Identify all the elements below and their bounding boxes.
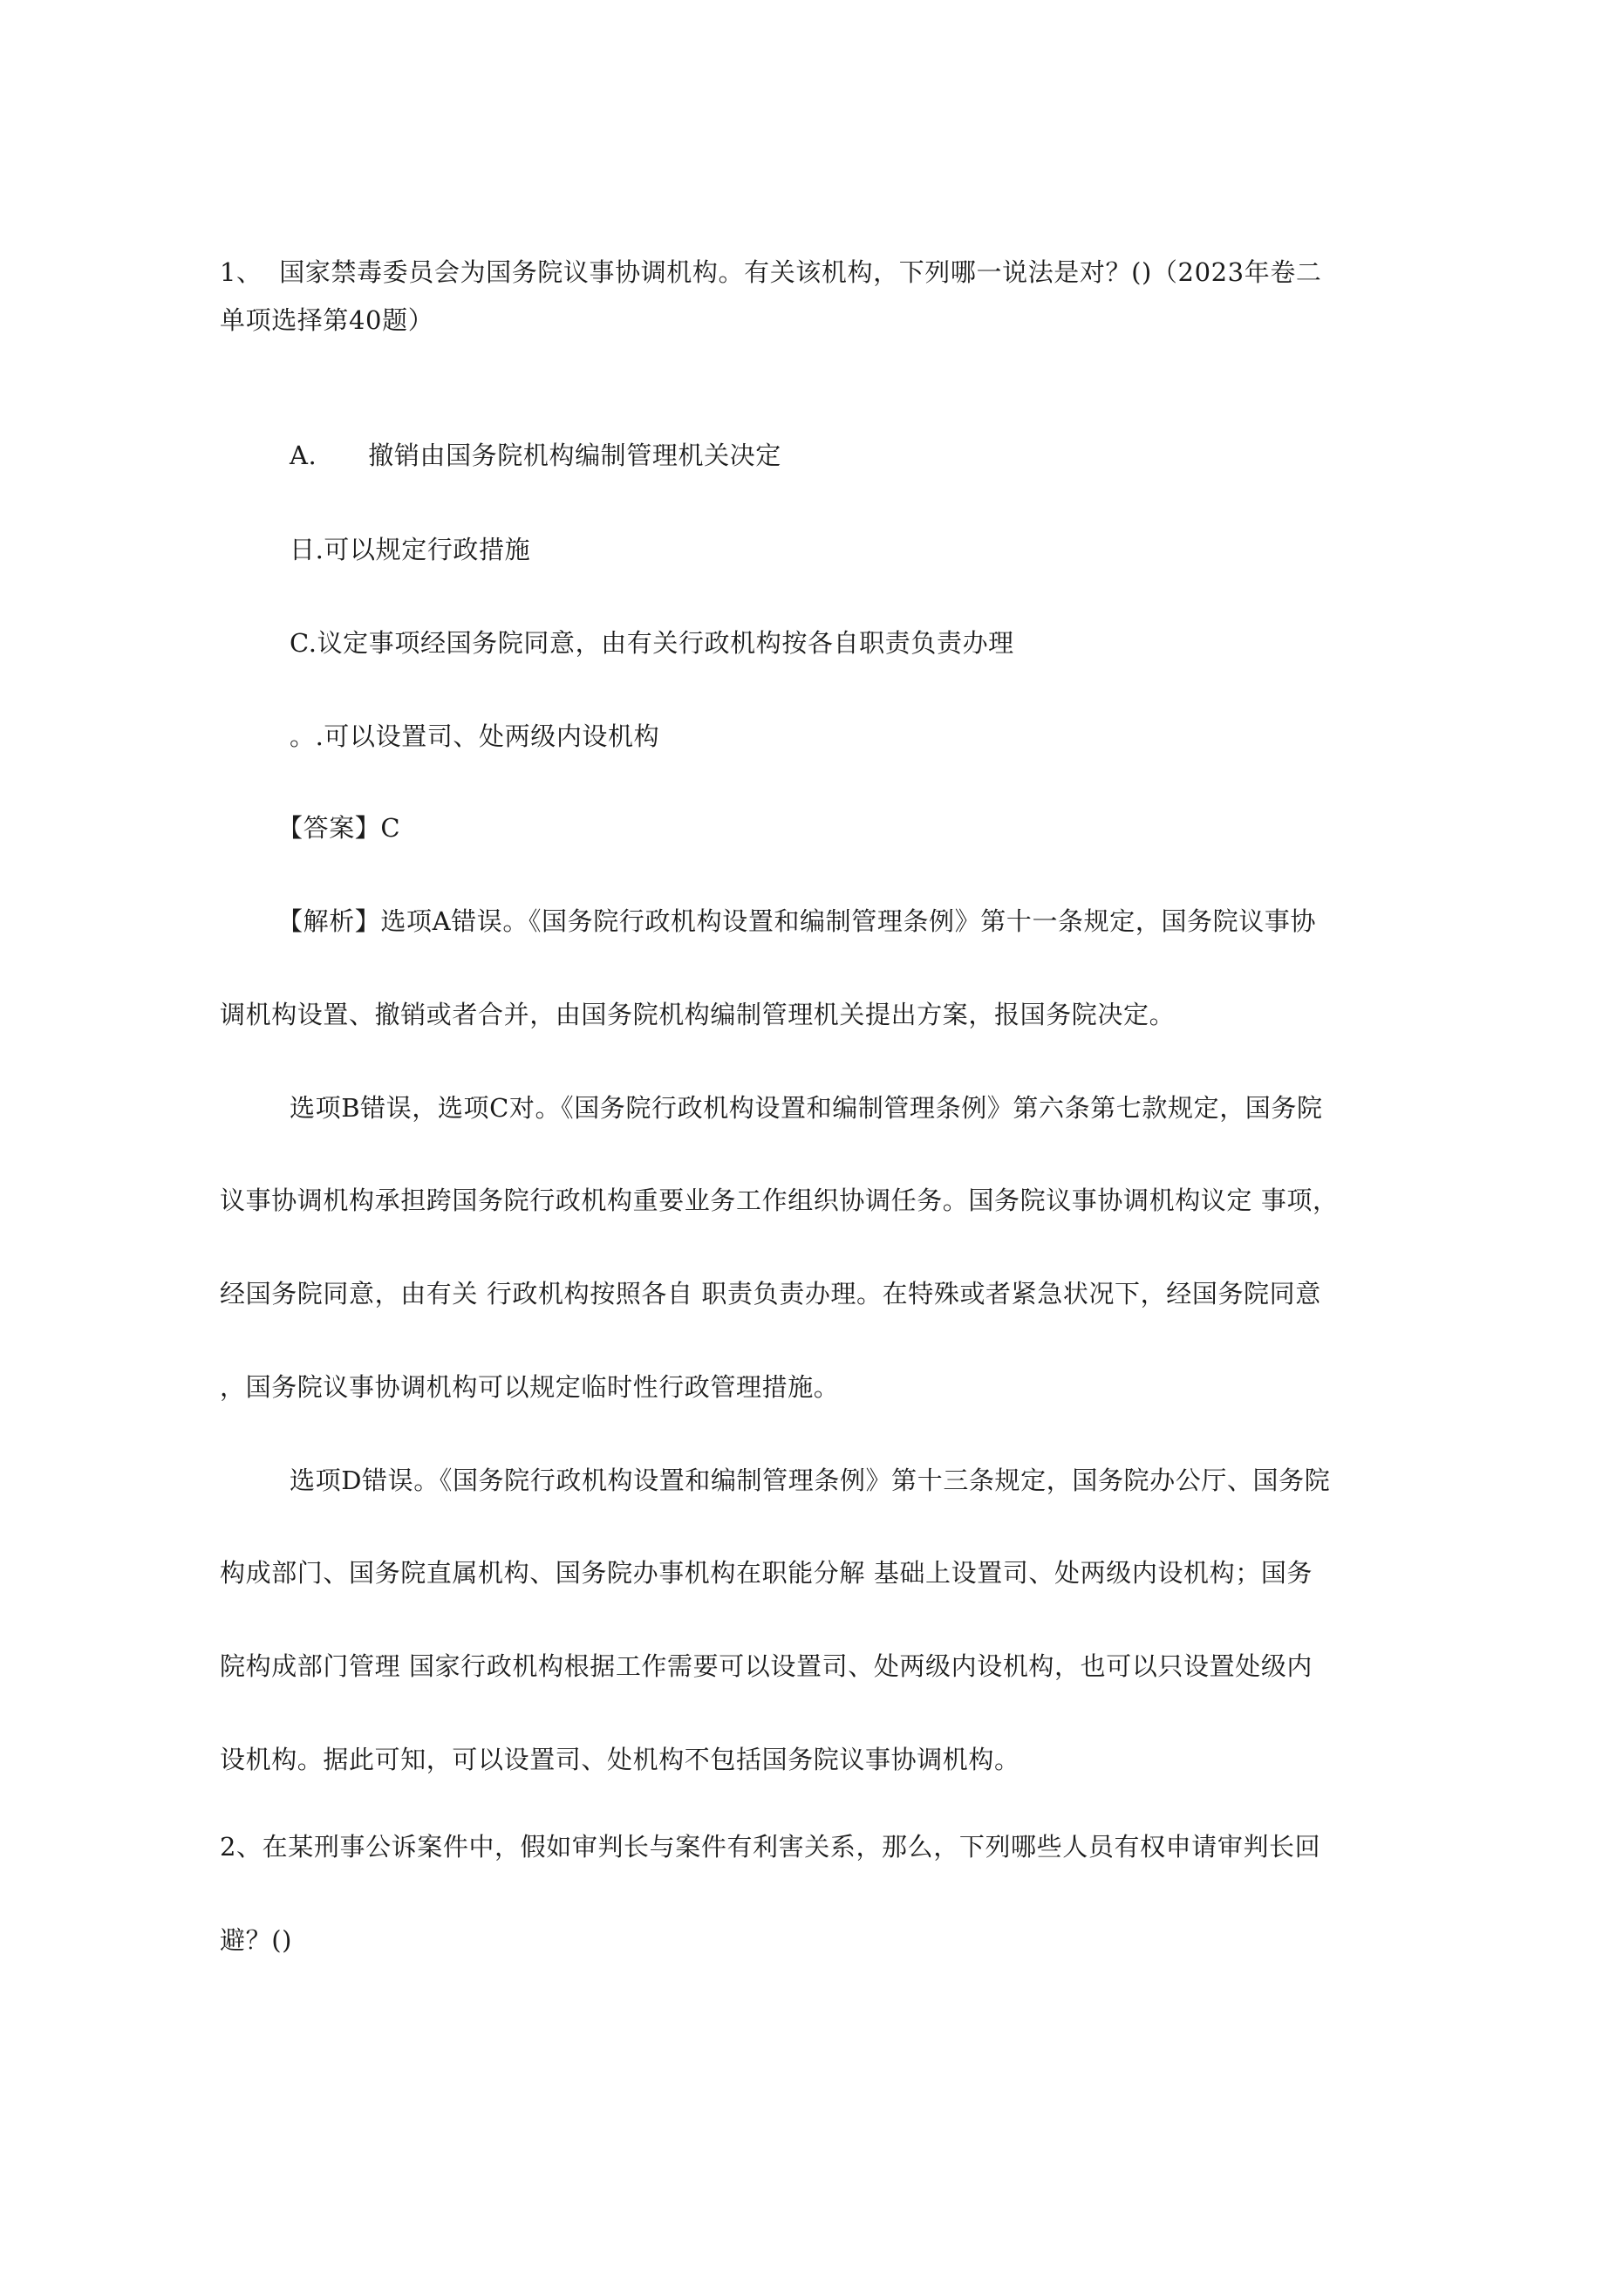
option-a: A. 撤销由国务院机构编制管理机关决定	[290, 441, 781, 470]
analysis-line-1: 【解析】选项A错误。《国务院行政机构设置和编制管理条例》第十一条规定，国务院议事协	[277, 906, 1317, 936]
analysis-line-6: ，国务院议事协调机构可以规定临时性行政管理措施。	[220, 1372, 840, 1402]
question-2-text-line-2: 避？()	[220, 1925, 293, 1955]
option-d: 。.可以设置司、处两级内设机构	[290, 721, 660, 751]
analysis-line-10: 设机构。据此可知，可以设置司、处机构不包括国务院议事协调机构。	[220, 1745, 1020, 1774]
question-1-text-line-2: 单项选择第40题）	[220, 305, 434, 335]
option-c: C.议定事项经国务院同意，由有关行政机构按各自职责负责办理	[290, 628, 1014, 658]
question-2-text-line-1: 2、在某刑事公诉案件中，假如审判长与案件有利害关系，那么，下列哪些人员有权申请审判长回	[220, 1832, 1321, 1862]
analysis-line-4: 议事协调机构承担跨国务院行政机构重要业务工作组织协调任务。国务院议事协调机构议定 事项，	[220, 1186, 1339, 1215]
analysis-line-8: 构成部门、国务院直属机构、国务院办事机构在职能分解 基础上设置司、处两级内设机构；国务	[220, 1558, 1313, 1588]
analysis-line-7: 选项D错误。《国务院行政机构设置和编制管理条例》第十三条规定，国务院办公厅、国务院	[290, 1466, 1331, 1495]
analysis-line-2: 调机构设置、撤销或者合并，由国务院机构编制管理机关提出方案，报国务院决定。	[220, 1000, 1176, 1029]
question-1-text-line-1: 1、 国家禁毒委员会为国务院议事协调机构。有关该机构，下列哪一说法是对？()（2023年卷二	[220, 257, 1322, 287]
answer-line: 【答案】C	[277, 813, 401, 843]
analysis-line-5: 经国务院同意，由有关 行政机构按照各自 职责负责办理。在特殊或者紧急状况下，经国务院同意	[220, 1279, 1321, 1309]
analysis-line-9: 院构成部门管理 国家行政机构根据工作需要可以设置司、处两级内设机构，也可以只设置处级内	[220, 1651, 1313, 1681]
analysis-line-3: 选项B错误，选项C对。《国务院行政机构设置和编制管理条例》第六条第七款规定，国务院	[290, 1093, 1323, 1123]
option-b: 日.可以规定行政措施	[290, 535, 531, 564]
